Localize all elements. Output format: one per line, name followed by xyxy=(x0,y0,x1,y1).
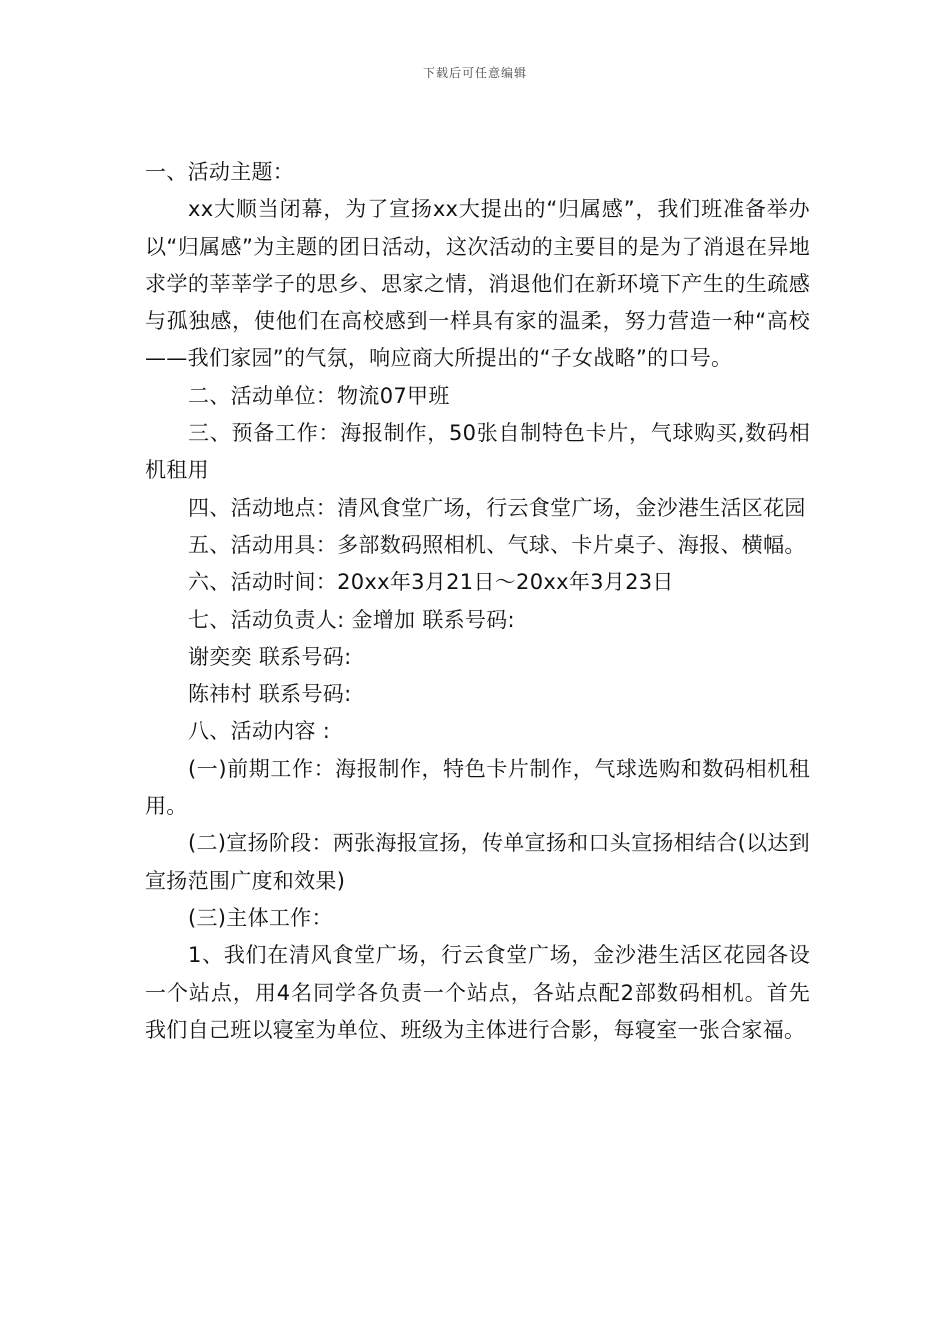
section-7-person-in-charge: 七、活动负责人: 金增加 联系号码: xyxy=(188,607,515,632)
page-header: 下载后可任意编辑 xyxy=(422,66,527,80)
section-5-equipment: 五、活动用具：多部数码照相机、气球、卡片桌子、海报、横幅。 xyxy=(188,532,806,557)
content-item-3-point-1: 1、我们在清风食堂广场，行云食堂广场，金沙港生活区花园各设一个站点，用4名同学各负责一个站点，各站点配2部数码相机。首先我们自己班以寝室为单位、班级为主体进行合影，每寝室一张合家福。 xyxy=(145,943,810,1042)
section-6-time: 六、活动时间：20xx年3月21日～20xx年3月23日 xyxy=(188,570,674,595)
content-item-1: (一)前期工作：海报制作，特色卡片制作，气球选购和数码相机租用。 xyxy=(145,756,810,819)
contact-line-3: 陈祎村 联系号码: xyxy=(188,682,352,707)
section-1-title: 一、活动主题： xyxy=(145,160,295,184)
section-8-title: 八、活动内容 : xyxy=(188,719,331,744)
section-2-activity-unit: 二、活动单位：物流07甲班 xyxy=(188,383,450,408)
section-3-preparation: 三、预备工作：海报制作，50张自制特色卡片，气球购买,数码相机租用 xyxy=(145,421,810,483)
contact-line-2: 谢奕奕 联系号码: xyxy=(188,644,352,669)
section-4-location: 四、活动地点：清风食堂广场，行云食堂广场，金沙港生活区花园 xyxy=(188,495,806,520)
document-body xyxy=(145,154,810,1049)
content-item-2: (二)宣扬阶段：两张海报宣扬，传单宣扬和口头宣扬相结合(以达到宣扬范围广度和效果) xyxy=(145,831,810,893)
section-1-body: xx大顺当闭幕，为了宣扬xx大提出的“归属感”，我们班准备举办以“归属感”为主题的团日活动，这次活动的主要目的是为了消退在异地求学的莘莘学子的思乡、思家之情，消退他们在新环境下产生的生疏感与孤独感，使他们在高校感到一样具有家的温柔，努力营造一种“高校——我们家园”的气氛，响应商大所提出的“子女战略”的口号。 xyxy=(145,197,810,371)
content-item-3-title: (三)主体工作： xyxy=(188,905,333,930)
